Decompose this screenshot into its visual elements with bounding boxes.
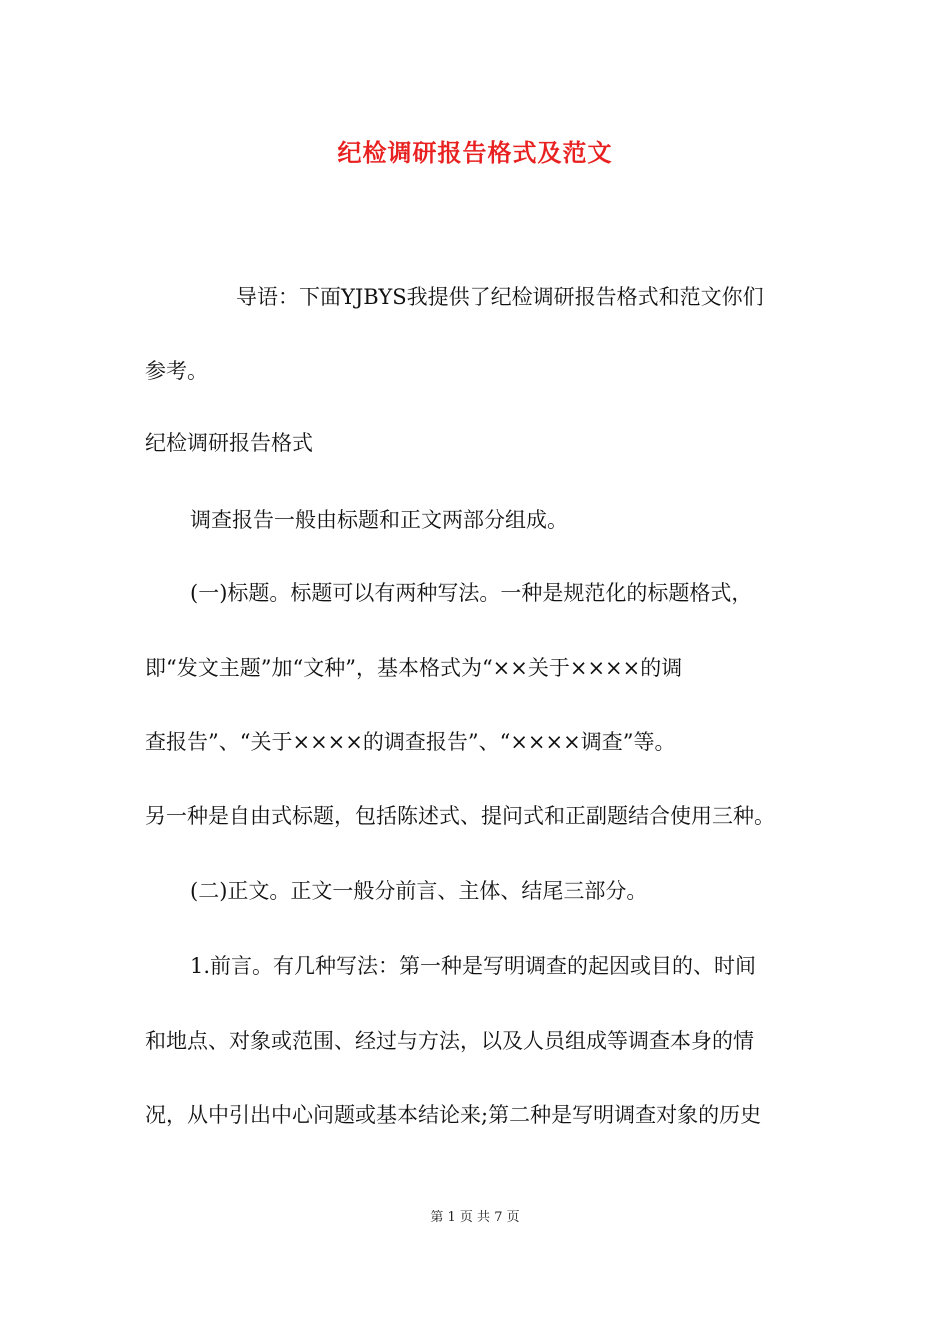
paragraph-line: 和地点、对象或范围、经过与方法，以及人员组成等调查本身的情 [145,1029,754,1053]
paragraph-line: 参考。 [145,359,208,383]
paragraph-line: 即“发文主题”加“文种”，基本格式为“××关于××××的调 [145,656,683,680]
paragraph-line: (一)标题。标题可以有两种写法。一种是规范化的标题格式， [190,581,753,605]
section-heading: 纪检调研报告格式 [145,431,313,455]
document-title: 纪检调研报告格式及范文 [337,138,613,167]
paragraph-line: 查报告”、“关于××××的调查报告”、“××××调查”等。 [145,730,676,754]
paragraph-line: 1.前言。有几种写法：第一种是写明调查的起因或目的、时间 [190,954,757,978]
paragraph-line: 另一种是自由式标题，包括陈述式、提问式和正副题结合使用三种。 [145,804,775,828]
paragraph-line: (二)正文。正文一般分前言、主体、结尾三部分。 [190,879,648,903]
paragraph-line: 调查报告一般由标题和正文两部分组成。 [190,508,568,532]
paragraph-line: 况，从中引出中心问题或基本结论来;第二种是写明调查对象的历史 [145,1103,762,1127]
page-number-footer: 第 1 页 共 7 页 [430,1210,520,1225]
paragraph-line: 导语：下面YJBYS我提供了纪检调研报告格式和范文你们 [236,285,764,309]
